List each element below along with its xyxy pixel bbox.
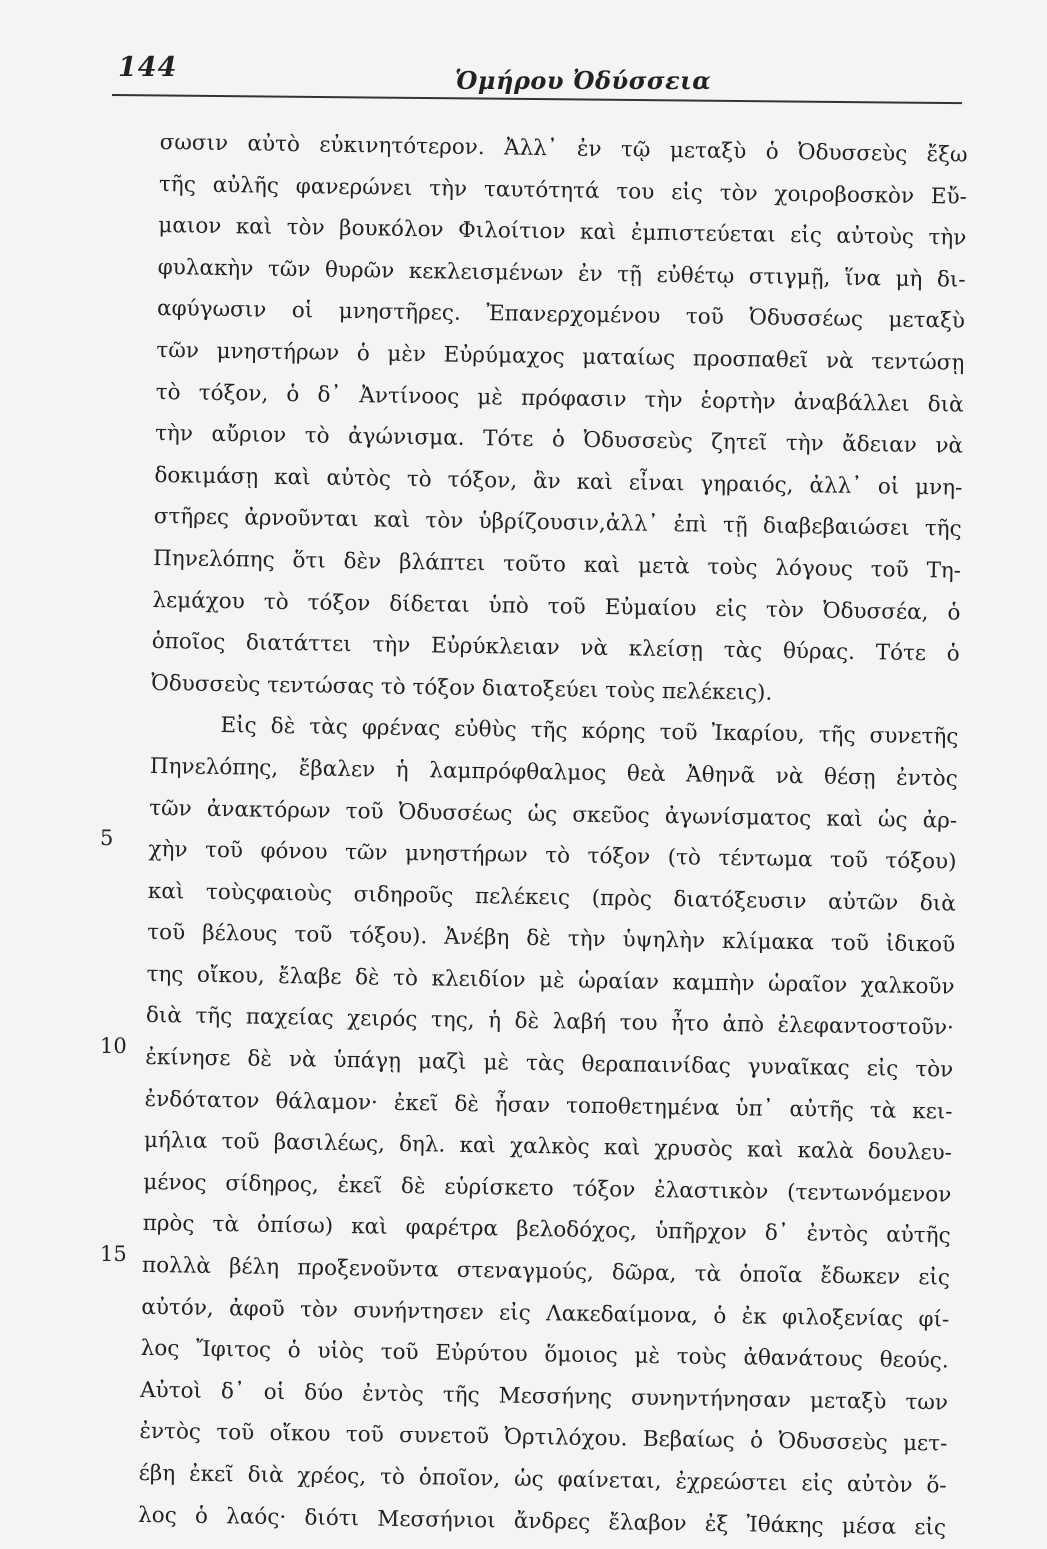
- page-number: 144: [118, 52, 178, 83]
- text-line: στῆρες ἀρνοῦνται καὶ τὸν ὑβρίζουσιν,ἀλλ᾿ ἐπὶ τῇ διαβεβαιώσει τῆς: [153, 504, 962, 542]
- text-line: ἐκίνησε δὲ νὰ ὑπάγῃ μαζὶ μὲ τὰς θεραπαινίδας γυναῖκας εἰς τὸν: [145, 1044, 954, 1083]
- text-line: λος Ἴφιτος ὁ υἱὸς τοῦ Εὐρύτου ὅμοιος μὲ τοὺς ἀθανάτους θεούς.: [140, 1336, 949, 1374]
- text-line: φυλακὴν τῶν θυρῶν κεκλεισμένων ἐν τῇ εὐθέτῳ στιγμῇ, ἵνα μὴ δι-: [157, 254, 966, 293]
- header-rule: [112, 94, 962, 104]
- text-line: Πηνελόπης, ἔβαλεν ἡ λαμπρόφθαλμος θεὰ Ἀθηνᾶ νὰ θέσῃ ἐντὸς: [149, 753, 958, 792]
- text-line: αφύγωσιν οἱ μνηστῆρες. Ἐπανερχομένου τοῦ Ὀδυσσέως μεταξὺ: [156, 296, 966, 335]
- text-line: μένος σίδηρος, ἐκεῖ δὲ εὑρίσκετο τόξον ἐλαστικὸν (τεντωνόμενον: [143, 1169, 952, 1208]
- text-line: τῶν μνηστήρων ὁ μὲν Εὐρύμαχος ματαίως προσπαθεῖ νὰ τεντώσῃ: [156, 337, 965, 376]
- text-line: ὁποῖος διατάττει τὴν Εὐρύκλειαν νὰ κλείσῃ τὰς θύρας. Τότε ὁ: [151, 629, 960, 667]
- text-line: έβη ἐκεῖ διὰ χρέος, τὸ ὁποῖον, ὡς φαίνεται, ἐχρεώστει εἰς αὐτὸν ὅ-: [138, 1460, 947, 1499]
- text-line: ἐντὸς τοῦ οἴκου τοῦ συνετοῦ Ὀρτιλόχου. Βεβαίως ὁ Ὀδυσσεὺς μετ-: [139, 1419, 948, 1457]
- text-line: τὸ τόξον, ὁ δ᾿ Ἀντίνοος μὲ πρόφασιν τὴν ἑορτὴν ἀναβάλλει διὰ: [155, 379, 964, 418]
- text-line: χὴν τοῦ φόνου τῶν μνηστήρων τὸ τόξον (τὸ τέντωμα τοῦ τόξου): [148, 837, 957, 875]
- text-line: διὰ τῆς παχείας χειρός της, ἡ δὲ λαβή του ἦτο ἀπὸ ἐλεφαντοστοῦν·: [145, 1003, 955, 1042]
- text-line: καὶ τοὺςφαιοὺς σιδηροῦς πελέκεις (πρὸς διατόξευσιν αὐτῶν διὰ: [147, 878, 957, 917]
- paragraph-first-line: Εἰς δὲ τὰς φρένας εὐθὺς τῆς κόρης τοῦ Ἰκαρίου, τῆς συνετῆς: [220, 713, 959, 750]
- text-line: λεμάχου τὸ τόξον δίδεται ὑπὸ τοῦ Εὐμαίου εἰς τὸν Ὀδυσσέα, ὁ: [152, 587, 961, 626]
- text-line: Ὀδυσσεὺς τεντώσας τὸ τόξον διατοξεύει τοὺς πελέκεις).: [150, 670, 773, 706]
- text-line: μαιον καὶ τὸν βουκόλον Φιλοίτιον καὶ ἐμπιστεύεται εἰς αὐτοὺς τὴν: [158, 213, 967, 251]
- text-line: τοῦ βέλους τοῦ τόξου). Ἀνέβη δὲ τὴν ὑψηλὴν κλίμακα τοῦ ἰδικοῦ: [147, 920, 956, 958]
- text-line: Πηνελόπης ὅτι δὲν βλάπτει τοῦτο καὶ μετὰ τοὺς λόγους τοῦ Τη-: [152, 545, 962, 584]
- text-line: λος ὁ λαός· διότι Μεσσήνιοι ἄνδρες ἔλαβον ἐξ Ἰθάκης μέσα εἰς: [137, 1502, 947, 1541]
- text-line: ἐνδότατον θάλαμον· ἐκεῖ δὲ ἦσαν τοποθετημένα ὑπ᾿ αὐτῆς τὰ κει-: [144, 1086, 953, 1125]
- text-line: πολλὰ βέλη προξενοῦντα στεναγμούς, δῶρα, τὰ ὁποῖα ἔδωκεν εἰς: [141, 1252, 951, 1291]
- text-line: πρὸς τὰ ὀπίσω) καὶ φαρέτρα βελοδόχος, ὑπῆρχον δ᾿ ἐντὸς αὐτῆς: [142, 1211, 951, 1249]
- text-line: μήλια τοῦ βασιλέως, δηλ. καὶ χαλκὸς καὶ χρυσὸς καὶ καλὰ δουλευ-: [143, 1128, 953, 1166]
- margin-line-number: 15: [100, 1242, 127, 1266]
- text-line: δοκιμάσῃ καὶ αὐτὸς τὸ τόξον, ἂν καὶ εἶναι γηραιός, ἀλλ᾿ οἱ μνη-: [154, 462, 963, 501]
- margin-line-number: 10: [100, 1034, 127, 1058]
- text-line: τῶν ἀνακτόρων τοῦ Ὀδυσσέως ὡς σκεῦος ἀγωνίσματος καὶ ὡς ἀρ-: [149, 795, 958, 834]
- text-line: αὐτόν, ἀφοῦ τὸν συνήντησεν εἰς Λακεδαίμονα, ὁ ἐκ φιλοξενίας φί-: [141, 1294, 950, 1333]
- text-line: Αὐτοὶ δ᾿ οἱ δύο ἐντὸς τῆς Μεσσήνης συνηντήνησαν μεταξὺ των: [139, 1377, 949, 1416]
- body-text: [138, 122, 968, 1549]
- text-line: της οἴκου, ἔλαβε δὲ τὸ κλειδίον μὲ ὡραίαν καμπὴν ὡραῖον χαλκοῦν: [146, 961, 955, 1000]
- text-line: τῆς αὐλῆς φανερώνει τὴν ταυτότητά του εἰς τὸν χοιροβοσκὸν Εὔ-: [158, 171, 968, 210]
- text-line: τὴν αὔριον τὸ ἀγώνισμα. Τότε ὁ Ὀδυσσεὺς ζητεῖ τὴν ἄδειαν νὰ: [154, 421, 964, 459]
- running-title: Ὁμήρου Ὀδύσσεια: [455, 66, 712, 95]
- text-line: σωσιν αὐτὸ εὐκινητότερον. Ἀλλ᾿ ἐν τῷ μεταξὺ ὁ Ὀδυσσεὺς ἔξω: [159, 129, 968, 168]
- margin-line-number: 5: [100, 826, 114, 850]
